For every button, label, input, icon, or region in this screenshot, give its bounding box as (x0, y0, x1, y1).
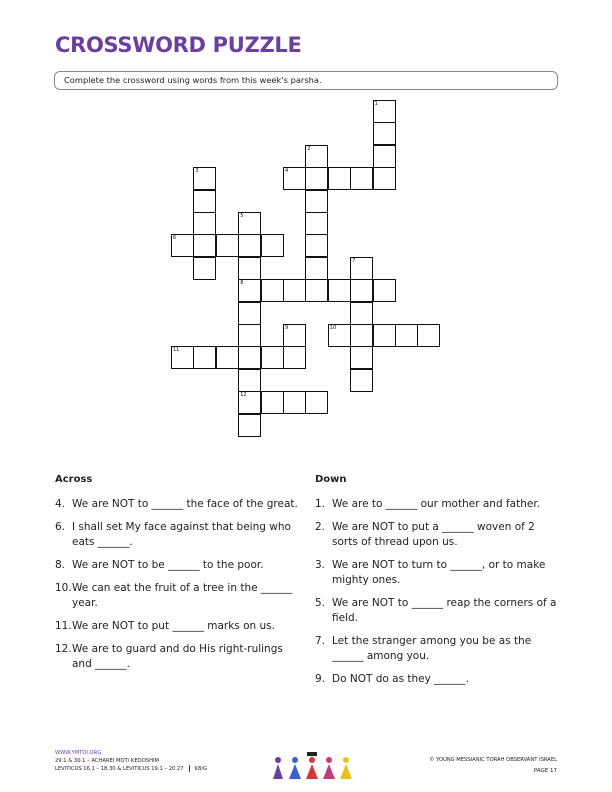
grid-cell (238, 346, 261, 369)
grid-cell (238, 234, 261, 257)
copyright: © YOUNG MESSIANIC TORAH OBSERVANT ISRAEL (429, 757, 557, 763)
grid-cell (261, 234, 284, 257)
clue-across-8 (55, 558, 300, 573)
clue-down-1 (315, 497, 560, 512)
clue-text: We are NOT to put ______ marks on us. (72, 620, 275, 632)
grid-cell (305, 234, 328, 257)
grid-cell (305, 190, 328, 213)
grid-cell (238, 414, 261, 437)
clue-number: 9. (315, 673, 326, 685)
cell-number: 6 (173, 235, 177, 242)
grid-cell (328, 167, 351, 190)
grid-cell (373, 145, 396, 168)
grid-cell (350, 346, 373, 369)
page-number: PAGE 17 (533, 768, 557, 774)
grid-cell (305, 167, 328, 190)
clue-across-10 (55, 581, 300, 611)
clue-across-4 (55, 497, 300, 512)
cell-number: 5 (240, 213, 244, 219)
grid-cell (261, 391, 284, 414)
instructions-box: Complete the crossword using words from this week's parsha. (54, 71, 558, 90)
grid-cell (350, 279, 373, 302)
clue-text: We are NOT to be ______ to the poor. (72, 559, 264, 571)
cell-number: 12 (240, 392, 247, 399)
grid-cell (216, 234, 239, 257)
clue-across-6 (55, 520, 300, 550)
grid-cell (193, 190, 216, 213)
clue-text: I shall set My face against that being who eats ______. (72, 521, 291, 548)
clue-text: We are NOT to turn to ______, or to make mighty ones. (332, 559, 546, 586)
clue-text: We are to guard and do His right-rulings and ______. (72, 643, 283, 670)
clue-text: Do NOT do as they ______. (332, 673, 470, 685)
footer-url: WWW.YMTOI.ORG (55, 750, 102, 756)
cell-number: 7 (352, 257, 356, 264)
clue-number: 7. (315, 635, 326, 647)
clue-down-5 (315, 596, 560, 626)
grid-cell (373, 122, 396, 145)
grid-cell (193, 234, 216, 257)
grid-cell (216, 346, 239, 369)
grid-cell (305, 279, 328, 302)
clue-text: We are to ______ our mother and father. (332, 498, 541, 510)
across-clues (55, 472, 300, 680)
clue-number: 2. (315, 521, 326, 533)
ymtoi-logo-icon (270, 751, 354, 781)
clue-text: Let the stranger among you be as the ______ among you. (332, 635, 532, 662)
clue-across-12 (55, 642, 300, 672)
clue-text: We are NOT to put a ______ woven of 2 sorts of thread upon us. (332, 521, 535, 548)
down-heading: Down (315, 474, 347, 485)
grid-cell (417, 324, 440, 347)
cell-number: 2 (307, 145, 311, 152)
page-title: CROSSWORD PUZZLE (55, 33, 302, 57)
grid-cell (373, 324, 396, 347)
grid-cell (283, 279, 306, 302)
cell-number: 3 (195, 168, 199, 175)
grid-cell (261, 279, 284, 302)
cell-number: 10 (329, 325, 337, 331)
footer-divider (189, 765, 190, 772)
clue-number: 6. (55, 521, 66, 533)
clue-number: 12. (55, 643, 72, 655)
grid-cell (395, 324, 418, 347)
cell-number: 11 (173, 347, 180, 354)
cell-number: 4 (285, 168, 289, 175)
grid-cell (373, 279, 396, 302)
down-clues (315, 472, 560, 695)
clue-number: 4. (55, 498, 66, 510)
cell-number: 8 (240, 280, 244, 287)
cell-number: 9 (285, 325, 289, 331)
grid-cell (350, 369, 373, 392)
grid-cell (350, 167, 373, 190)
grid-cell (193, 212, 216, 235)
clue-down-7 (315, 634, 560, 664)
grid-cell (261, 346, 284, 369)
clue-across-11 (55, 619, 300, 634)
footer-reference: LEVITICUS 16.1 – 18.30 & LEVITICUS 19.1 – 20.27 (55, 766, 184, 772)
grid-cell (238, 369, 261, 392)
grid-cell (238, 324, 261, 347)
grid-cell (350, 324, 373, 347)
clue-number: 8. (55, 559, 66, 571)
clue-number: 11. (55, 620, 72, 632)
clue-number: 3. (315, 559, 326, 571)
grid-cell (238, 302, 261, 325)
grid-cell (305, 212, 328, 235)
grid-cell (328, 279, 351, 302)
grid-cell (350, 302, 373, 325)
footer-grade: K8/G (194, 766, 208, 772)
clue-down-2 (315, 520, 560, 550)
across-heading: Across (55, 474, 93, 485)
grid-cell (193, 346, 216, 369)
clue-number: 1. (315, 498, 326, 510)
clue-text: We are NOT to ______ reap the corners of a field. (332, 597, 557, 624)
clue-number: 10. (55, 582, 72, 594)
grid-cell (305, 257, 328, 280)
grid-cell (305, 391, 328, 414)
grid-cell (283, 391, 306, 414)
grid-cell (193, 257, 216, 280)
footer-parsha: 29.1 & 30.1 – ACHAREI MOT/ KEDOSHIM (55, 758, 160, 764)
clue-text: We are NOT to ______ the face of the great. (72, 498, 298, 510)
clue-number: 5. (315, 597, 326, 609)
footer-info (55, 749, 207, 773)
cell-number: 1 (374, 101, 378, 107)
clue-text: We can eat the fruit of a tree in the ______ year. (72, 582, 293, 609)
grid-cell (283, 346, 306, 369)
clue-down-9 (315, 672, 560, 687)
grid-cell (373, 167, 396, 190)
grid-cell (238, 257, 261, 280)
clue-down-3 (315, 558, 560, 588)
